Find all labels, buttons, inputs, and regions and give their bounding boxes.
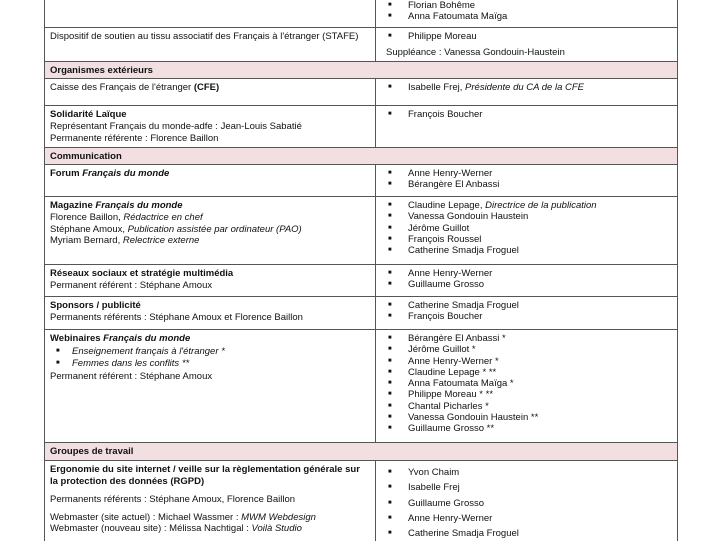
member-list [386,467,672,539]
member-item: ■ François Boucher [408,109,672,120]
table-row-magazine [44,197,678,265]
member-list [386,200,672,256]
member-item: ■ Philippe Moreau * ** [408,389,672,400]
row-right-cell [376,165,677,196]
row-left-cell [45,197,376,264]
member-list [386,0,672,23]
stafe-title: Dispositif de soutien au tissu associatif des Français à l'étranger (STAFE) [50,31,359,42]
table-row-forum [44,165,678,197]
member-item: ■ Anne Henry-Werner [408,513,672,524]
member-item: ■ François Roussel [408,234,672,245]
member-item: ■ Vanessa Gondouin Haustein [408,211,672,222]
row-left-cell [45,0,376,27]
solidarite-representant: Représentant Français du monde-adfe : Jean-Louis Sabatié [50,121,302,132]
stafe-suppleance: Suppléance : Vanessa Gondouin-Haustein [386,47,565,59]
webinaire-topic: ■ Enseignement français à l'étranger * [72,346,370,358]
cfe-title: Caisse des Français de l'étranger (CFE) [50,82,220,93]
row-left-cell [45,461,376,541]
row-right-cell [376,106,677,147]
member-item: ■ Jérôme Guillot * [408,344,672,355]
webinaires-referent: Permanent référent : Stéphane Amoux [50,371,213,382]
sponsors-title: Sponsors / publicité [50,300,141,311]
magazine-title: Magazine Français du monde [50,200,183,211]
table-row [44,0,678,28]
member-item: ■ Catherine Smadja Froguel [408,300,672,311]
row-left-cell [45,165,376,196]
member-item: ■ Catherine Smadja Froguel [408,528,672,539]
member-item: ■ Claudine Lepage * ** [408,367,672,378]
member-item: ■ Isabelle Frej [408,482,672,493]
sponsors-referents: Permanents référents : Stéphane Amoux et Florence Baillon [50,312,303,323]
member-item: ■ Catherine Smadja Froguel [408,245,672,256]
row-right-cell [376,197,677,264]
table-row-cfe [44,79,678,106]
member-list [386,168,672,191]
row-left-cell [45,28,376,61]
section-header-communication: Communication [44,148,678,165]
reseaux-title: Réseaux sociaux et stratégie multimédia [50,268,234,279]
member-item: ■ Florian Bohême [408,0,672,11]
row-left-cell [45,265,376,296]
member-list [386,268,672,291]
member-list [386,31,672,42]
row-left-cell [45,79,376,105]
member-item: ■ Bérangère El Anbassi [408,179,672,190]
table-row-solidarite [44,106,678,148]
member-list [386,300,672,323]
magazine-line: Myriam Bernard, Relectrice externe [50,235,200,246]
row-left-cell [45,297,376,329]
row-right-cell [376,0,677,27]
solidarite-title: Solidarité Laïque [50,109,127,120]
member-item: ■ Guillaume Grosso [408,279,672,290]
table-row-webinaires [44,330,678,443]
member-item: ■ Anne Henry-Werner [408,268,672,279]
member-item: ■ François Boucher [408,311,672,322]
table-row-stafe [44,28,678,62]
member-item: ■ Chantal Picharles * [408,401,672,412]
member-item: ■ Anna Fatoumata Maïga [408,11,672,22]
row-right-cell [376,265,677,296]
table-row-sponsors [44,297,678,330]
forum-title: Forum Français du monde [50,168,170,179]
section-header-organismes: Organismes extérieurs [44,62,678,79]
webinaire-topic: ■ Femmes dans les conflits ** [72,358,370,370]
member-list [386,82,672,93]
table-row-reseaux [44,265,678,297]
member-item: ■ Anna Fatoumata Maïga * [408,378,672,389]
member-item: ■ Yvon Chaim [408,467,672,478]
row-left-cell [45,330,376,442]
member-list [386,333,672,435]
row-right-cell [376,28,677,61]
member-item: ■ Anne Henry-Werner [408,168,672,179]
member-item: ■ Guillaume Grosso ** [408,423,672,434]
member-item: ■ Jérôme Guillot [408,223,672,234]
member-list [386,109,672,120]
member-item: ■ Isabelle Frej, Présidente du CA de la CFE [408,82,672,93]
member-item: ■ Guillaume Grosso [408,498,672,509]
ergonomie-webmaster-actuel: Webmaster (site actuel) : Michael Wassmer : MWM Webdesign [50,511,316,523]
ergonomie-referents: Permanents référents : Stéphane Amoux, Florence Baillon [50,494,296,505]
webinaire-topics [50,346,370,369]
member-item: ■ Vanessa Gondouin Haustein ** [408,412,672,423]
magazine-line: Florence Baillon, Rédactrice en chef [50,212,203,223]
magazine-line: Stéphane Amoux, Publication assistée par ordinateur (PAO) [50,223,302,235]
row-right-cell [376,330,677,442]
member-item: ■ Bérangère El Anbassi * [408,333,672,344]
row-right-cell [376,461,677,541]
section-header-groupes: Groupes de travail [44,443,678,461]
row-right-cell [376,297,677,329]
row-right-cell [376,79,677,105]
table-row-ergonomie [44,461,678,541]
ergonomie-title: Ergonomie du site internet / veille sur la règlementation générale sur la protection des données (RGPD) [50,464,360,487]
ergonomie-webmaster-nouveau: Webmaster (nouveau site) : Mélissa Nachtigal : Voilà Studio [50,523,302,534]
webinaires-title: Webinaires Français du monde [50,333,191,344]
solidarite-permanente: Permanente référente : Florence Baillon [50,132,219,144]
row-left-cell [45,106,376,147]
member-item: ■ Claudine Lepage, Directrice de la publication [408,200,672,211]
member-item: ■ Anne Henry-Werner * [408,356,672,367]
reseaux-referent: Permanent référent : Stéphane Amoux [50,280,213,291]
document-table [44,0,678,541]
member-item: ■ Philippe Moreau [408,31,672,42]
